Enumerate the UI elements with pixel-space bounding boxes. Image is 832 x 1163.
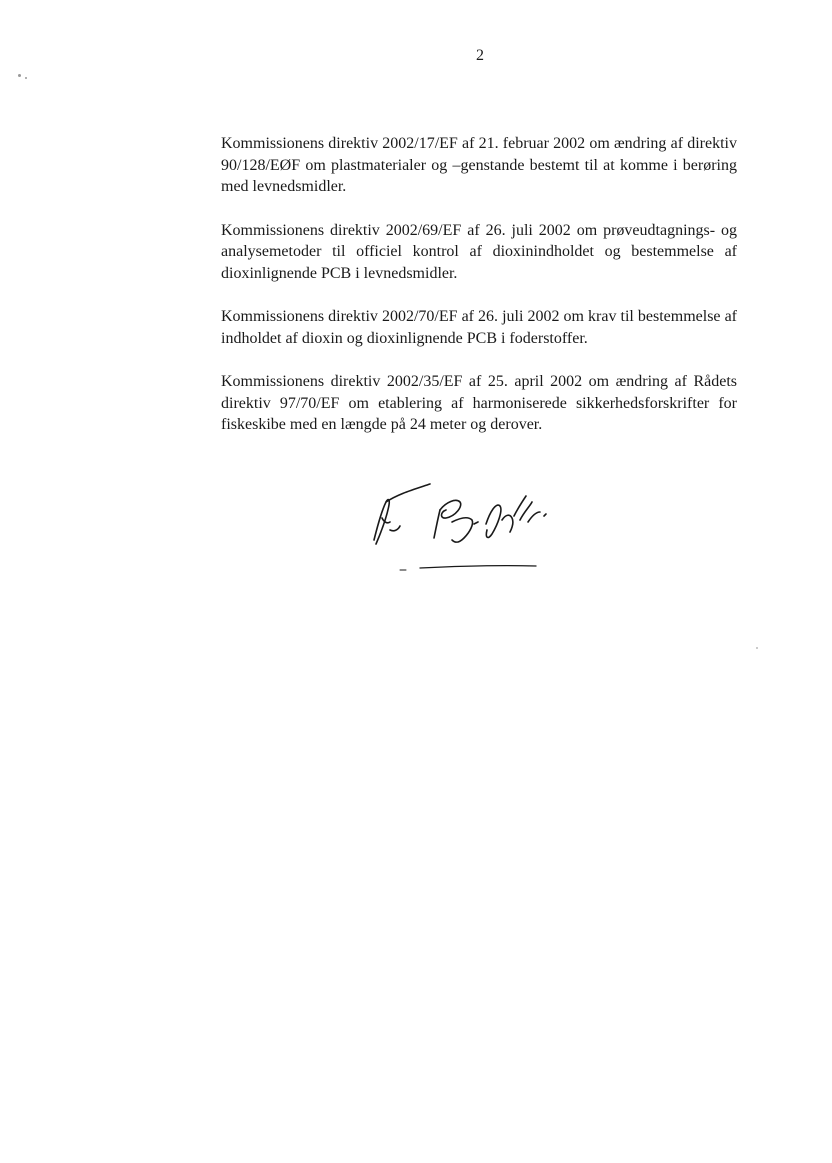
paragraph-directive-2002-35: Kommissionens direktiv 2002/35/EF af 25. april 2002 om ændring af Rådets direktiv 97/70/EF om etablering af harmoniserede sikkerhedsforskrifter for fiskeskibe med en længde på 24 meter og derover. xyxy=(221,373,737,433)
scan-speck xyxy=(756,647,758,649)
scan-speck xyxy=(25,77,27,79)
paragraph-directive-2002-17: Kommissionens direktiv 2002/17/EF af 21. februar 2002 om ændring af direktiv 90/128/EØF om plastmaterialer og –genstande bestemt til at komme i berøring med levnedsmidler. xyxy=(221,135,737,195)
paragraph-directive-2002-69: Kommissionens direktiv 2002/69/EF af 26. juli 2002 om prøveudtagnings- og analysemetoder til officiel kontrol af dioxinindholdet og bestemmelse af dioxinlignende PCB i levnedsmidler. xyxy=(221,221,737,282)
paragraph-directive-2002-70: Kommissionens direktiv 2002/70/EF af 26. juli 2002 om krav til bestemmelse af indholdet af dioxin og dioxinlignende PCB i foderstoffer. xyxy=(221,308,737,347)
handwritten-signature xyxy=(360,472,590,582)
document-body xyxy=(221,133,737,458)
page-number: 2 xyxy=(476,47,484,64)
scan-speck xyxy=(18,74,21,77)
